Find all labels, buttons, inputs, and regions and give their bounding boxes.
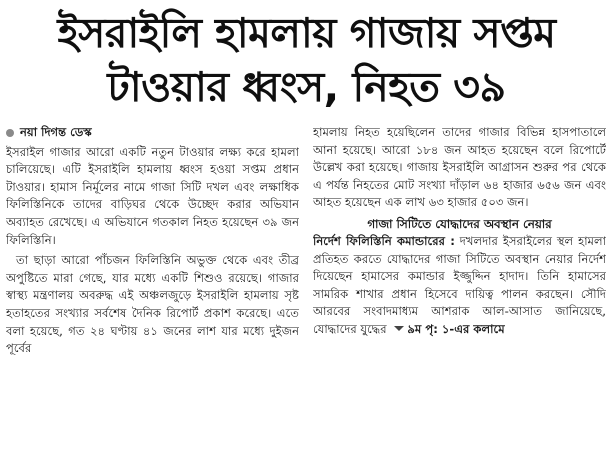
- headline-line-2: টাওয়ার ধ্বংস, নিহত ৩৯: [107, 63, 506, 111]
- paragraph: [313, 233, 606, 339]
- paragraph: তা ছাড়া আরো পাঁচজন ফিলিস্তিনি অভুক্ত থেকে এবং তীব্র অপুষ্টিতে মারা গেছে, যার মধ্যে একটি শিশুও রয়েছে। গাজার স্বাস্থ্য মন্ত্রণালয় অবরুদ্ধ এই অঞ্চলজুড়ে ইসরাইলি হামলায় সৃষ্ট হতাহতের সংখ্যার সর্বশেষ দৈনিক রিপোর্ট প্রকাশ করেছে। এতে বলা হয়েছে, গত ২৪ ঘণ্টায় ৪১ জনের লাশ যার মধ্যে দুইজন পূর্বের: [6, 253, 299, 356]
- left-column: [6, 124, 299, 456]
- subhead: গাজা সিটিতে যোদ্ধাদের অবস্থান নেয়ার: [367, 216, 552, 231]
- paragraph: ইসরাইল গাজার আরো একটি নতুন টাওয়ার লক্ষ্য করে হামলা চালিয়েছে। এটি ইসরাইলি হামলায় ধ্বংস হওয়া সপ্তম প্রধান টাওয়ার। হামাস নির্মূলের নামে গাজা সিটি দখল এবং লক্ষাধিক ফিলিস্তিনিকে তাদের বাড়িঘর থেকে উচ্ছেদ করার অভিযান অব্যাহত রেখেছে। এ অভিযানে গতকাল নিহত হয়েছেন ৩৯ জন ফিলিস্তিনি।: [6, 144, 299, 247]
- byline-text: নয়া দিগন্ত ডেস্ক: [20, 125, 92, 139]
- right-column: [313, 124, 606, 456]
- headline-line-1: ইসরাইলি হামলায় গাজায় সপ্তম: [57, 9, 556, 57]
- continued-jump: ৯ম পৃ: ১-এর কলামে: [407, 321, 505, 336]
- headline: [0, 6, 613, 114]
- bullet-icon: [6, 129, 14, 137]
- paragraph-text: দখলদার ইসরাইলের স্থল হামলা প্রতিহত করতে যোদ্ধাদের গাজা সিটিতে অবস্থান নেয়ার নির্দেশ দিয়েছেন হামাসের কমান্ডার ইজ্জুদ্দিন হাদাদ। তিনি হামাসের সামরিক শাখার প্রধান হিসেবে দায়িত্ব পালন করছেন। সৌদি আরবের সংবাদমাধ্যম আশরাক আল-আসাত জানিয়েছে, যোদ্ধাদের যুদ্ধের: [313, 233, 606, 336]
- byline: [6, 124, 299, 142]
- subhead-inline: নির্দেশ ফিলিস্তিনি কমান্ডারের :: [313, 233, 455, 248]
- article-body: [6, 124, 606, 456]
- arrow-down-icon: [394, 326, 404, 331]
- paragraph: হামলায় নিহত হয়েছিলেন তাদের গাজার বিভিন্ন হাসপাতালে আনা হয়েছে। আরো ১৮৪ জন আহত হয়েছেন বলে রিপোর্টে উল্লেখ করা হয়েছে। গাজায় ইসরাইলি আগ্রাসন শুরুর পর থেকে এ পর্যন্ত নিহতের মোট সংখ্যা দাঁড়াল ৬৪ হাজার ৬৫৬ জন এবং আহত হয়েছেন এক লাখ ৬৩ হাজার ৫০৩ জন।: [313, 125, 606, 210]
